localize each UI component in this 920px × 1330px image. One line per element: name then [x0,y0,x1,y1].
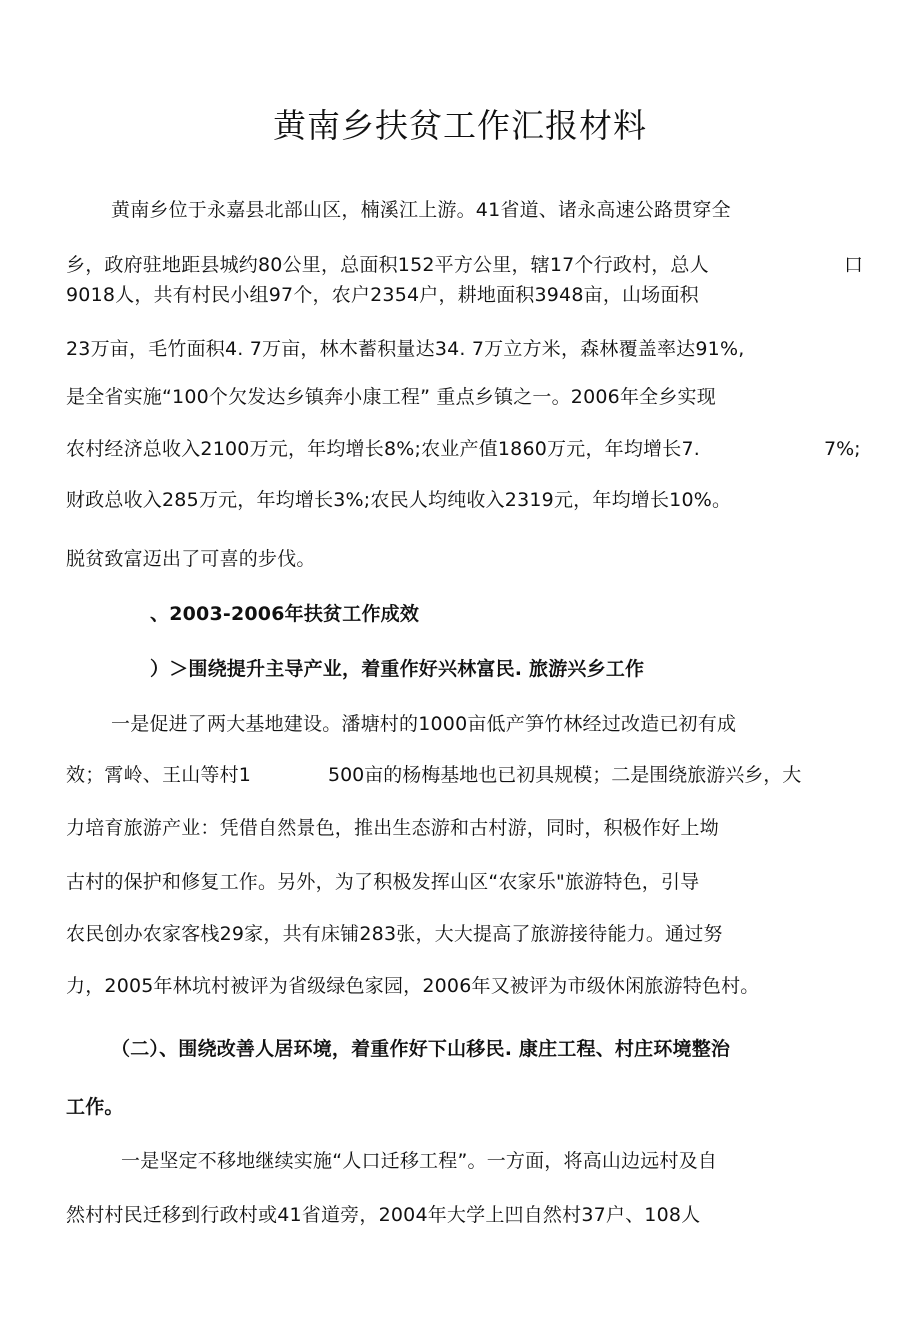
para1-line-8: 脱贫致富迈出了可喜的步伐。 [66,548,316,570]
para2-line-1: 一是促进了两大基地建设。潘塘村的1000亩低产笋竹林经过改造已初有成 [111,713,737,735]
para1-line-7: 财政总收入285万元，年均增长3%;农民人均纯收入2319元，年均增长10%。 [66,489,732,511]
para3-line-2: 然村村民迁移到行政村或41省道旁，2004年大学上凹自然村37户、108人 [66,1204,701,1226]
para1-line-6: 农村经济总收入2100万元，年均增长8%;农业产值1860万元，年均增长7. [66,438,700,460]
para2-line-5: 农民创办农家客栈29家，共有床铺283张，大大提高了旅游接待能力。通过努 [66,923,723,945]
subsection-heading-1: ）＞围绕提升主导产业，着重作好兴林富民. 旅游兴乡工作 [150,658,645,680]
para1-line-2-tail: 口 [844,254,864,276]
para3-line-1: 一是坚定不移地继续实施“人口迁移工程”。一方面，将高山边远村及自 [121,1150,718,1172]
document-title: 黄南乡扶贫工作汇报材料 [273,106,647,146]
para1-line-4: 23万亩，毛竹面积4. 7万亩，林木蓄积量达34. 7万立方米，森林覆盖率达91%, [66,338,745,360]
subsection-heading-2-cont: 工作。 [66,1096,124,1118]
para2-line-2b: 500亩的杨梅基地也已初具规模；二是围绕旅游兴乡，大 [328,764,802,786]
para1-line-5: 是全省实施“100个欠发达乡镇奔小康工程” 重点乡镇之一。2006年全乡实现 [66,386,716,408]
para2-line-3: 力培育旅游产业：凭借自然景色，推出生态游和古村游，同时，积极作好上坳 [66,817,719,839]
para2-line-6: 力，2005年林坑村被评为省级绿色家园，2006年又被评为市级休闲旅游特色村。 [66,975,760,997]
para1-line-3: 9018人，共有村民小组97个，农户2354户，耕地面积3948亩，山场面积 [66,284,699,306]
subsection-heading-2: （二）、围绕改善人居环境，着重作好下山移民. 康庄工程、村庄环境整治 [111,1038,731,1060]
para1-line-1: 黄南乡位于永嘉县北部山区，楠溪江上游。41省道、诸永高速公路贯穿全 [111,199,731,221]
section-heading-1: 、2003-2006年扶贫工作成效 [150,603,420,625]
para1-line-2: 乡，政府驻地距县城约80公里，总面积152平方公里，辖17个行政村，总人 [66,254,709,276]
para1-line-6-tail: 7%; [824,438,861,460]
para2-line-2a: 效；霄岭、王山等村1 [66,764,252,786]
para2-line-4: 古村的保护和修复工作。另外，为了积极发挥山区“农家乐"旅游特色，引导 [66,871,700,893]
